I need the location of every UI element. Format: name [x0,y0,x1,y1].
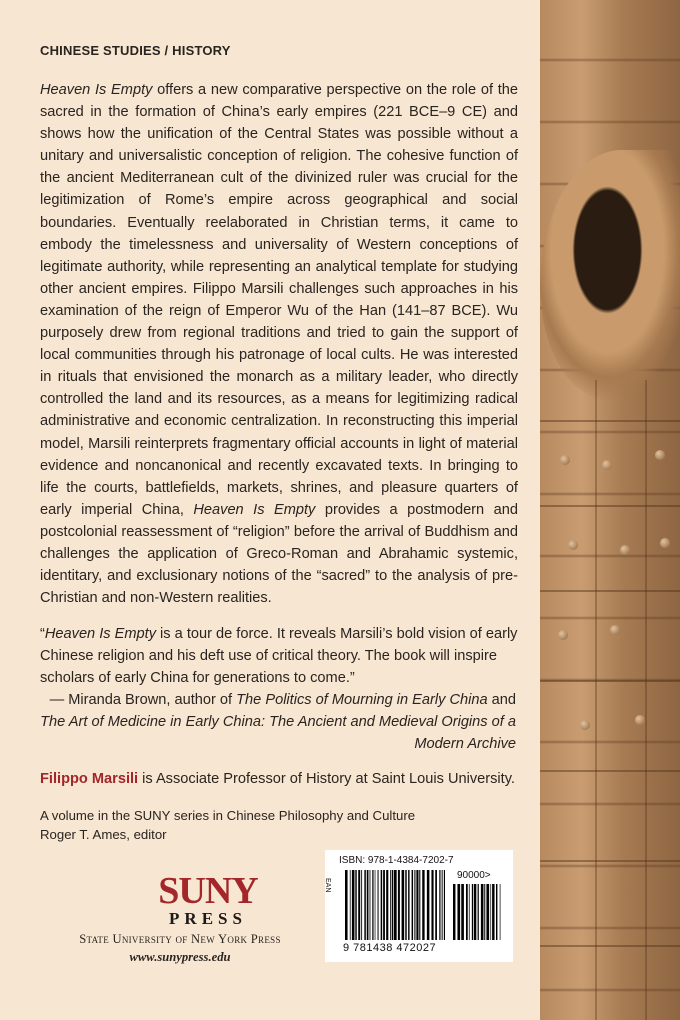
description-text: provides a postmodern and postcolonial reassessment of “religion” before the arrival of Buddhism and challenges the application of Greco-Roman and Abrahamic systemic, identitary, and exclusionary notions of the “sacred” to the analysis of pre-Christian and non-Western realities. [40,501,518,607]
cited-book: The Politics of Mourning in Early China [236,692,488,708]
barcode-number: 9 781438 472027 [343,942,437,954]
barcode [325,850,513,962]
publisher-url: www.sunypress.edu [129,950,231,964]
addon-bars [453,884,501,940]
series-editor: Roger T. Ames, editor [40,827,167,842]
warrior-neck-image [540,150,680,400]
quote-text: is a tour de force. It reveals Marsili’s bold vision of early Chinese religion and his deft use of critical theory. The book will inspire scholars of early China for generations to come.” [40,626,518,686]
rivet [558,630,568,640]
armor-plate-line [540,420,680,422]
armor-plate-line [540,505,680,507]
rivet [560,455,570,465]
rivet [610,625,620,635]
author-name: Filippo Marsili [40,771,139,787]
barcode-bars [345,870,445,940]
quote-attribution: — Miranda Brown, author of The Politics of Mourning in Early China and The Art of Medicine in Early China: The Ancient and Medieval Origins of a Modern Archive [40,692,516,752]
book-title: Heaven Is Empty [40,82,153,98]
category-label: CHINESE STUDIES / HISTORY [40,43,231,58]
series-info [40,806,520,844]
terracotta-warrior-photo [540,0,680,1020]
armor-plate-line [540,680,680,682]
rivet [568,540,578,550]
armor-seam [645,380,647,1020]
armor-plate-line [540,945,680,947]
rivet [655,450,665,460]
author-bio: Filippo Marsili is Associate Professor of History at Saint Louis University. [40,771,515,787]
armor-plate-line [540,770,680,772]
rivet [635,715,645,725]
ean-label: EAN [324,878,331,893]
armor-seam [595,380,597,1020]
rivet [620,545,630,555]
publisher-name: State University of New York Press [79,932,281,946]
armor-plate-line [540,590,680,592]
cited-book: The Art of Medicine in Early China: The Ancient and Medieval Origins of a Modern Archive [40,713,516,752]
rivet [580,720,590,730]
isbn-label: ISBN: 978-1-4384-7202-7 [339,855,454,866]
rivet [660,538,670,548]
suny-press-logo: SUNY PRESS [158,870,258,928]
rivet [602,460,612,470]
price-addon: 90000> [457,870,491,881]
book-title: Heaven Is Empty [193,501,316,518]
endorsement-quote: “Heaven Is Empty is a tour de force. It reveals Marsili’s bold vision of early Chinese religion and his deft use of critical theory. The book will inspire scholars of early China for generations to come.” [40,626,518,686]
description-text: offers a new comparative perspective on the role of the sacred in the formation of China’s early empires (221 BCE–9 CE) and shows how the unification of the Central States was possible without a unitary and universalistic conception of religion. The cohesive function of the ancient Mediterranean cult of the divinized ruler was crucial for the legitimization of Rome’s empire across geographical and social boundaries. Eventually reelaborated in Christian terms, it came to embody the timelessness and universality of Western conceptions of legitimate authority, while representing an analytical template for studying other ancient empires. Filippo Marsili challenges such approaches in his examination of the reign of Emperor Wu of the Han (141–87 BCE). Wu purposely drew from regional traditions and tried to gain the support of local communities through his patronage of local cults. He was interested in rituals that envisioned the monarch as a military leader, who directly controlled the land and its resources, as a means for legitimizing radical administrative and economic centralization. In reconstructing this imperial model, Marsili reinterprets fragmentary official accounts in light of material evidence and noncanonical and recently excavated texts. In bringing to life the courts, battlefields, markets, shrines, and pleasure quarters of early imperial China, [40,82,518,518]
series-name: A volume in the SUNY series in Chinese Philosophy and Culture [40,808,416,823]
armor-plate-line [540,860,680,862]
book-description [40,79,518,609]
book-title: Heaven Is Empty [44,626,156,642]
